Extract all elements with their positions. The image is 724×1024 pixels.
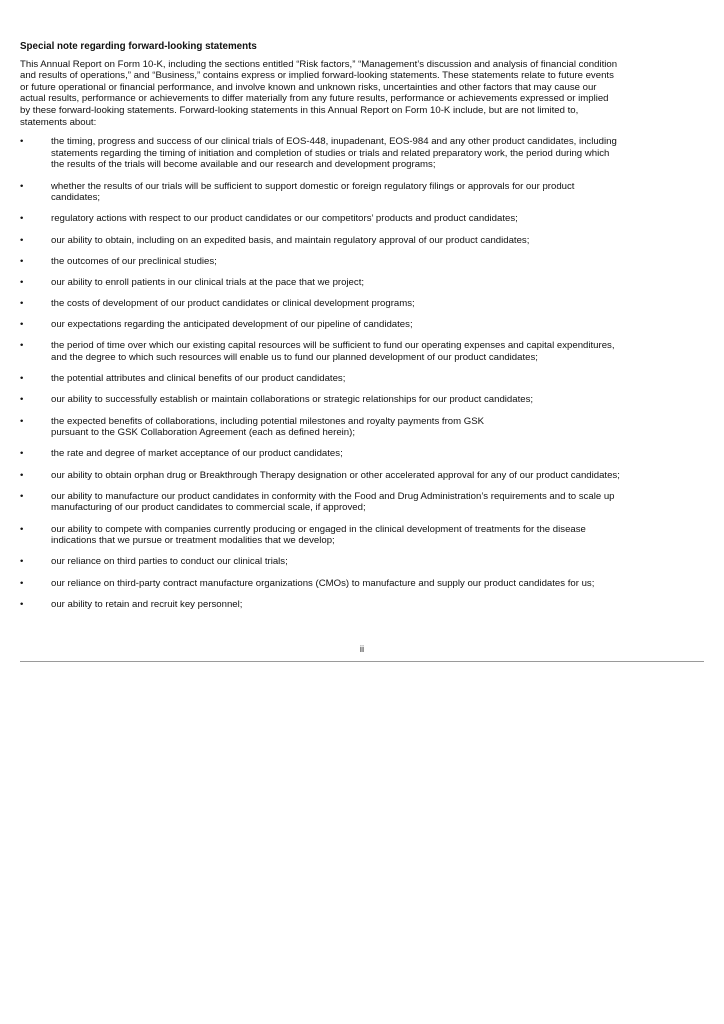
document-body	[20, 41, 704, 620]
intro-paragraph: This Annual Report on Form 10-K, including the sections entitled “Risk factors,” “Management’s discussion and analysis of financial condition and results of operations,” and “Business,” contains express or implied forward-looking statements. These statements relate to future events or future operational or financial performance, and involve known and unknown risks, uncertainties and other factors that may cause our actual results, performance or achievements to differ materially from any future results, performance or achievements expressed or implied by these forward-looking statements. Forward-looking statements in this Annual Report on Form 10-K include, but are not limited to, statements about:	[20, 58, 618, 128]
bullet-icon: •	[20, 598, 24, 610]
page-number: ii	[359, 643, 365, 654]
list-item	[20, 524, 704, 547]
list-item	[20, 181, 704, 204]
list-item	[20, 416, 704, 439]
bullet-icon: •	[20, 394, 24, 406]
list-item	[20, 448, 704, 460]
list-item-text: our reliance on third-party contract manufacture organizations (CMOs) to manufacture and supply our product candidates for us;	[51, 577, 595, 589]
bullet-icon: •	[20, 523, 24, 535]
list-item	[20, 340, 704, 363]
list-item-text: the expected benefits of collaborations, including potential milestones and royalty payments from GSK pursuant to the GSK Collaboration Agreement (each as defined herein);	[51, 415, 485, 439]
list-item-text: our ability to obtain, including on an expedited basis, and maintain regulatory approval of our product candidates;	[51, 234, 530, 246]
list-item-text: our reliance on third parties to conduct our clinical trials;	[51, 556, 288, 568]
list-item-text: the rate and degree of market acceptance of our product candidates;	[51, 448, 343, 460]
list-item	[20, 136, 704, 171]
bullet-icon: •	[20, 180, 24, 192]
list-item-text: our ability to retain and recruit key personnel;	[51, 598, 243, 610]
bullet-icon: •	[20, 340, 24, 352]
list-item	[20, 394, 704, 406]
bullet-icon: •	[20, 373, 24, 385]
list-item	[20, 470, 704, 482]
list-item	[20, 373, 704, 385]
list-item-text: the timing, progress and success of our clinical trials of EOS-448, inupadenant, EOS-984 and any other product candidates, including statements regarding the timing of initiation and completion of studies or trials and related preparatory work, the period during which the results of the trials will become available and our research and development programs;	[51, 136, 617, 171]
list-item	[20, 256, 704, 268]
list-item	[20, 298, 704, 310]
list-item-text: the costs of development of our product candidates or clinical development programs;	[51, 298, 415, 310]
bullet-icon: •	[20, 255, 24, 267]
list-item-text: our ability to successfully establish or maintain collaborations or strategic relationships for our product candidates;	[51, 394, 534, 406]
list-item	[20, 556, 704, 568]
bullet-icon: •	[20, 415, 24, 427]
list-item-text: our ability to enroll patients in our clinical trials at the pace that we project;	[51, 276, 365, 288]
bullet-icon: •	[20, 213, 24, 225]
list-item-text: regulatory actions with respect to our product candidates or our competitors’ products and product candidates;	[51, 213, 518, 225]
bullet-icon: •	[20, 319, 24, 331]
bullet-icon: •	[20, 448, 24, 460]
list-item-text: our ability to compete with companies currently producing or engaged in the clinical development of treatments for the disease indications that we pursue or treatment modalities that we develop;	[51, 523, 586, 547]
list-item	[20, 491, 704, 514]
bullet-icon: •	[20, 469, 24, 481]
bullet-icon: •	[20, 136, 24, 148]
list-item	[20, 599, 704, 611]
bullet-icon: •	[20, 276, 24, 288]
list-item	[20, 319, 704, 331]
list-item-text: our ability to obtain orphan drug or Breakthrough Therapy designation or other accelerated approval for any of our product candidates;	[51, 469, 620, 481]
list-item-text: our expectations regarding the anticipated development of our pipeline of candidates;	[51, 319, 413, 331]
list-item	[20, 277, 704, 289]
list-item-text: the period of time over which our existing capital resources will be sufficient to fund our operating expenses and capital expenditures, and the degree to which such resources will enable us to fund our planned development of our product candidates;	[51, 340, 615, 364]
list-item	[20, 235, 704, 247]
list-item	[20, 578, 704, 590]
section-heading: Special note regarding forward-looking statements	[20, 41, 257, 52]
forward-looking-statements-list	[20, 136, 704, 610]
page-divider	[20, 661, 704, 662]
bullet-icon: •	[20, 577, 24, 589]
bullet-icon: •	[20, 556, 24, 568]
list-item-text: our ability to manufacture our product candidates in conformity with the Food and Drug Administration’s requirements and to scale up manufacturing of our product candidates to commercial scale, if approved;	[51, 490, 615, 514]
list-item-text: whether the results of our trials will be sufficient to support domestic or foreign regulatory filings or approvals for our product candidates;	[51, 180, 575, 204]
bullet-icon: •	[20, 490, 24, 502]
list-item-text: the outcomes of our preclinical studies;	[51, 255, 217, 267]
bullet-icon: •	[20, 298, 24, 310]
list-item-text: the potential attributes and clinical benefits of our product candidates;	[51, 373, 346, 385]
list-item	[20, 213, 704, 225]
bullet-icon: •	[20, 234, 24, 246]
